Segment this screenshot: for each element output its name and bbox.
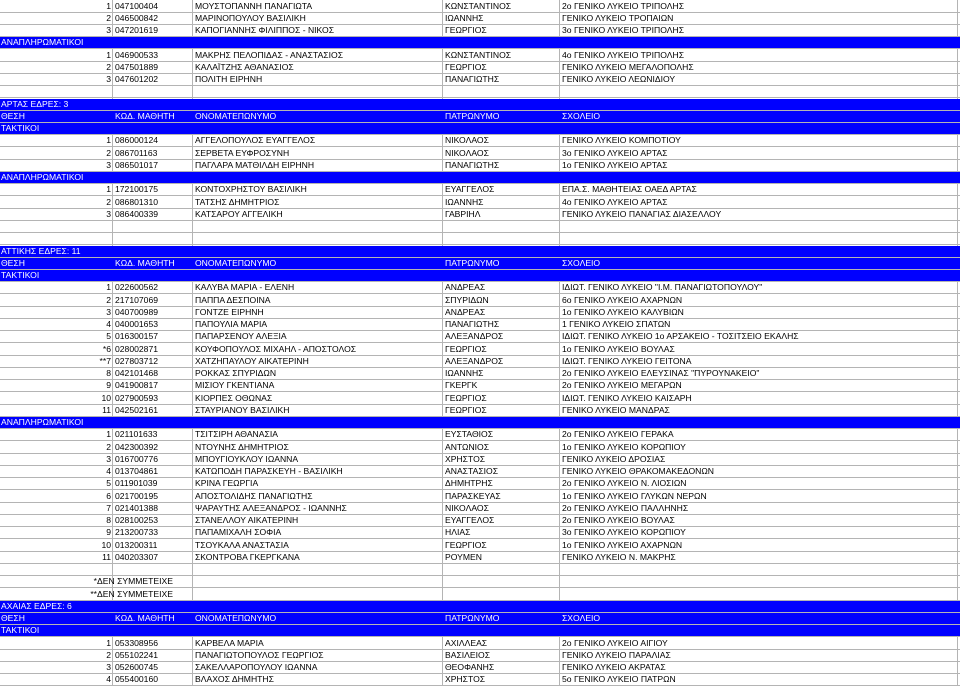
father-name-cell: ΓΕΩΡΓΙΟΣ (445, 404, 487, 415)
full-name-cell: ΣΚΟΝΤΡΟΒΑ ΓΚΕΡΓΚΑΝΑ (195, 551, 300, 562)
table-row (0, 552, 960, 564)
position-cell: 3 (106, 208, 111, 219)
full-name-cell: ΝΤΟΥΝΗΣ ΔΗΜΗΤΡΙΟΣ (195, 441, 289, 452)
student-code-cell: 040001653 (115, 319, 159, 329)
category-label: ΑΝΑΠΛΗΡΩΜΑΤΙΚΟΙ (1, 37, 84, 48)
student-code-cell: 011901039 (115, 478, 158, 489)
student-code-cell: 047201619 (115, 25, 159, 35)
full-name-cell: ΚΡΙΝΑ ΓΕΩΡΓΙΑ (195, 478, 259, 489)
full-name-cell: ΨΑΡΑΥΤΗΣ ΑΛΕΞΑΝΔΡΟΣ - ΙΩΑΝΝΗΣ (195, 502, 347, 513)
school-cell: ΓΕΝΙΚΟ ΛΥΚΕΙΟ Ν. ΜΑΚΡΗΣ (562, 551, 676, 562)
father-name-cell: ΑΝΤΩΝΙΟΣ (445, 441, 490, 452)
position-cell: *6 (102, 343, 111, 354)
region-heading-row (0, 246, 960, 258)
table-row (0, 527, 960, 539)
column-header-name: ΟΝΟΜΑΤΕΠΩΝΥΜΟ (195, 110, 277, 121)
category-label: ΤΑΚΤΙΚΟΙ (1, 625, 40, 636)
position-cell: 1 (106, 0, 111, 11)
category-label: ΤΑΚΤΙΚΟΙ (1, 270, 40, 280)
full-name-cell: ΡΟΚΚΑΣ ΣΠΥΡΙΔΩΝ (195, 368, 277, 378)
student-code-cell: 021401388 (115, 502, 159, 513)
school-cell: 2ο ΓΕΝΙΚΟ ΛΥΚΕΙΟ ΒΟΥΛΑΣ (562, 515, 675, 525)
full-name-cell: ΚΙΟΡΠΕΣ ΟΘΩΝΑΣ (195, 392, 273, 403)
father-name-cell: ΠΑΝΑΓΙΩΤΗΣ (445, 159, 500, 170)
school-cell: 2ο ΓΕΝΙΚΟ ΛΥΚΕΙΟ ΕΛΕΥΣΙΝΑΣ "ΠΥΡΟΥΝΑΚΕΙΟ" (562, 368, 760, 378)
table-row (0, 160, 960, 172)
school-cell: ΓΕΝΙΚΟ ΛΥΚΕΙΟ ΜΕΓΑΛΟΠΟΛΗΣ (562, 61, 694, 72)
position-cell: 3 (106, 306, 111, 317)
table-row (0, 674, 960, 686)
student-code-cell: 053308956 (115, 637, 159, 648)
student-code-cell: 027900593 (115, 392, 159, 403)
region-heading: ΑΡΤΑΣ ΕΔΡΕΣ: 3 (1, 98, 69, 109)
full-name-cell: ΤΑΤΣΗΣ ΔΗΜΗΤΡΙΟΣ (195, 196, 280, 207)
position-cell: 2 (106, 649, 111, 660)
category-label: ΑΝΑΠΛΗΡΩΜΑΤΙΚΟΙ (1, 417, 84, 427)
student-code-cell: 047100404 (115, 0, 159, 11)
category-label: ΤΑΚΤΙΚΟΙ (1, 123, 40, 133)
column-header-code: ΚΩΔ. ΜΑΘΗΤΗ (115, 110, 175, 121)
father-name-cell: ΓΕΩΡΓΙΟΣ (445, 343, 487, 354)
position-cell: 8 (106, 368, 111, 378)
full-name-cell: ΚΑΛΑΪΤΖΗΣ ΑΘΑΝΑΣΙΟΣ (195, 61, 294, 72)
father-name-cell: ΑΧΙΛΛΕΑΣ (445, 637, 488, 648)
father-name-cell: ΒΑΣΙΛΕΙΟΣ (445, 649, 491, 660)
category-label-row (0, 37, 960, 49)
school-cell: 2ο ΓΕΝΙΚΟ ΛΥΚΕΙΟ ΠΑΛΛΗΝΗΣ (562, 502, 689, 513)
table-row (0, 184, 960, 196)
school-cell: ΓΕΝΙΚΟ ΛΥΚΕΙΟ ΘΡΑΚΟΜΑΚΕΔΟΝΩΝ (562, 466, 714, 476)
position-cell: 4 (106, 319, 111, 329)
full-name-cell: ΚΑΤΣΑΡΟΥ ΑΓΓΕΛΙΚΗ (195, 208, 283, 219)
school-cell: 2ο ΓΕΝΙΚΟ ΛΥΚΕΙΟ Ν. ΛΙΟΣΙΩΝ (562, 478, 687, 489)
school-cell: 6ο ΓΕΝΙΚΟ ΛΥΚΕΙΟ ΑΧΑΡΝΩΝ (562, 294, 683, 305)
father-name-cell: ΝΙΚΟΛΑΟΣ (445, 147, 489, 158)
school-cell: 5ο ΓΕΝΙΚΟ ΛΥΚΕΙΟ ΠΑΤΡΩΝ (562, 674, 676, 685)
student-code-cell: 086400339 (115, 208, 159, 219)
father-name-cell: ΧΡΗΣΤΟΣ (445, 674, 486, 685)
position-cell: 9 (106, 380, 111, 391)
father-name-cell: ΙΩΑΝΝΗΣ (445, 12, 484, 23)
position-cell: 8 (106, 515, 111, 525)
school-cell: ΓΕΝΙΚΟ ΛΥΚΕΙΟ ΤΡΟΠΑΙΩΝ (562, 12, 674, 23)
school-cell: ΓΕΝΙΚΟ ΛΥΚΕΙΟ ΠΑΝΑΓΙΑΣ ΔΙΑΣΕΛΛΟΥ (562, 208, 722, 219)
student-code-cell: 016700776 (115, 453, 159, 464)
father-name-cell: ΓΑΒΡΙΗΛ (445, 208, 481, 219)
column-header-name: ΟΝΟΜΑΤΕΠΩΝΥΜΟ (195, 613, 277, 623)
full-name-cell: ΠΑΠΑΡΣΕΝΟΥ ΑΛΕΞΙΑ (195, 331, 287, 342)
column-header-row (0, 258, 960, 270)
full-name-cell: ΣΤΑΥΡΙΑΝΟΥ ΒΑΣΙΛΙΚΗ (195, 404, 290, 415)
table-row (0, 307, 960, 319)
table-row (0, 62, 960, 74)
column-header-position: ΘΕΣΗ (1, 613, 25, 623)
student-code-cell: 055102241 (115, 649, 159, 660)
position-cell: 3 (106, 453, 111, 464)
position-cell: 3 (106, 159, 111, 170)
school-cell: ΓΕΝΙΚΟ ΛΥΚΕΙΟ ΔΡΟΣΙΑΣ (562, 453, 666, 464)
full-name-cell: ΠΑΠΑΜΙΧΑΛΗ ΣΟΦΙΑ (195, 527, 282, 538)
father-name-cell: ΑΝΑΣΤΑΣΙΟΣ (445, 466, 499, 476)
column-header-code: ΚΩΔ. ΜΑΘΗΤΗ (115, 613, 175, 623)
category-label-row (0, 417, 960, 429)
full-name-cell: ΜΠΟΥΓΙΟΥΚΛΟΥ ΙΩΑΝΝΑ (195, 453, 299, 464)
position-cell: 1 (106, 637, 111, 648)
father-name-cell: ΔΗΜΗΤΡΗΣ (445, 478, 493, 489)
student-code-cell: 040203307 (115, 551, 159, 562)
region-heading-row (0, 601, 960, 613)
table-row (0, 50, 960, 62)
table-row (0, 13, 960, 25)
father-name-cell: ΓΕΩΡΓΙΟΣ (445, 61, 487, 72)
school-cell: 4ο ΓΕΝΙΚΟ ΛΥΚΕΙΟ ΑΡΤΑΣ (562, 196, 668, 207)
school-cell: ΓΕΝΙΚΟ ΛΥΚΕΙΟ ΠΑΡΑΛΙΑΣ (562, 649, 671, 660)
column-header-school: ΣΧΟΛΕΙΟ (562, 613, 601, 623)
full-name-cell: ΑΓΓΕΛΟΠΟΥΛΟΣ ΕΥΑΓΓΕΛΟΣ (195, 135, 316, 146)
empty-row (0, 233, 960, 245)
full-name-cell: ΚΑΤΩΠΟΔΗ ΠΑΡΑΣΚΕΥΗ - ΒΑΣΙΛΙΚΗ (195, 466, 343, 476)
student-code-cell: 213200733 (115, 527, 159, 538)
footnote: *ΔΕΝ ΣΥΜΜΕΤΕΙΧΕ (93, 576, 173, 587)
school-cell: 3ο ΓΕΝΙΚΟ ΛΥΚΕΙΟ ΑΡΤΑΣ (562, 147, 668, 158)
footnote-row (0, 589, 960, 601)
position-cell: 2 (106, 61, 111, 72)
category-label-row (0, 270, 960, 282)
student-code-cell: 021700195 (115, 490, 159, 501)
position-cell: 1 (106, 282, 111, 293)
position-cell: 2 (106, 441, 111, 452)
school-cell: 2ο ΓΕΝΙΚΟ ΛΥΚΕΙΟ ΓΕΡΑΚΑ (562, 429, 674, 440)
footnote-row (0, 576, 960, 588)
position-cell: 3 (106, 74, 111, 84)
school-cell: 1ο ΓΕΝΙΚΟ ΛΥΚΕΙΟ ΚΟΡΩΠΙΟΥ (562, 441, 686, 452)
table-row (0, 662, 960, 674)
position-cell: 9 (106, 527, 111, 538)
full-name-cell: ΒΛΑΧΟΣ ΔΗΜΗΤΗΣ (195, 674, 274, 685)
full-name-cell: ΚΑΛΥΒΑ ΜΑΡΙΑ - ΕΛΕΝΗ (195, 282, 295, 293)
father-name-cell: ΝΙΚΟΛΑΟΣ (445, 502, 489, 513)
category-label-row (0, 123, 960, 135)
student-code-cell: 047501889 (115, 61, 159, 72)
position-cell: 10 (101, 392, 111, 403)
empty-row (0, 564, 960, 576)
full-name-cell: ΠΑΠΠΑ ΔΕΣΠΟΙΝΑ (195, 294, 271, 305)
position-cell: 2 (106, 12, 111, 23)
footnote: **ΔΕΝ ΣΥΜΜΕΤΕΙΧΕ (90, 588, 173, 599)
table-row (0, 429, 960, 441)
student-code-cell: 042101468 (115, 368, 159, 378)
full-name-cell: ΧΑΤΖΗΠΑΥΛΟΥ ΑΙΚΑΤΕΡΙΝΗ (195, 355, 309, 366)
position-cell: 11 (102, 551, 111, 562)
table-row (0, 515, 960, 527)
column-header-row (0, 613, 960, 625)
column-header-father: ΠΑΤΡΩΝΥΜΟ (445, 110, 500, 121)
school-cell: 1ο ΓΕΝΙΚΟ ΛΥΚΕΙΟ ΑΧΑΡΝΩΝ (562, 539, 683, 550)
position-cell: 6 (106, 490, 111, 501)
position-cell: **7 (99, 355, 111, 366)
full-name-cell: ΓΟΝΤΖΕ ΕΙΡΗΝΗ (195, 306, 264, 317)
region-heading: ΑΧΑΙΑΣ ΕΔΡΕΣ: 6 (1, 600, 72, 611)
school-cell: 3ο ΓΕΝΙΚΟ ΛΥΚΕΙΟ ΚΟΡΩΠΙΟΥ (562, 527, 686, 538)
column-header-school: ΣΧΟΛΕΙΟ (562, 110, 601, 121)
table-row (0, 282, 960, 294)
father-name-cell: ΠΑΝΑΓΙΩΤΗΣ (445, 319, 500, 329)
table-row (0, 405, 960, 417)
student-code-cell: 016300157 (115, 331, 159, 342)
full-name-cell: ΜΑΡΙΝΟΠΟΥΛΟΥ ΒΑΣΙΛΙΚΗ (195, 12, 306, 23)
table-row (0, 454, 960, 466)
position-cell: 2 (106, 196, 111, 207)
father-name-cell: ΘΕΟΦΑΝΗΣ (445, 662, 495, 672)
table-row (0, 638, 960, 650)
table-row (0, 344, 960, 356)
father-name-cell: ΙΩΑΝΝΗΣ (445, 196, 484, 207)
table-row (0, 540, 960, 552)
student-code-cell: 027803712 (115, 355, 159, 366)
table-row (0, 25, 960, 37)
full-name-cell: ΣΑΚΕΛΛΑΡΟΠΟΥΛΟΥ ΙΩΑΝΝΑ (195, 662, 318, 672)
full-name-cell: ΑΠΟΣΤΟΛΙΔΗΣ ΠΑΝΑΓΙΩΤΗΣ (195, 490, 313, 501)
school-cell: ΓΕΝΙΚΟ ΛΥΚΕΙΟ ΛΕΩΝΙΔΙΟΥ (562, 74, 676, 84)
table-row (0, 148, 960, 160)
table-row (0, 209, 960, 221)
father-name-cell: ΓΕΩΡΓΙΟΣ (445, 392, 487, 403)
father-name-cell: ΑΝΔΡΕΑΣ (445, 282, 486, 293)
position-cell: 2 (106, 294, 111, 305)
student-code-cell: 022600562 (115, 282, 159, 293)
school-cell: 1ο ΓΕΝΙΚΟ ΛΥΚΕΙΟ ΒΟΥΛΑΣ (562, 343, 675, 354)
column-header-father: ΠΑΤΡΩΝΥΜΟ (445, 257, 500, 268)
father-name-cell: ΓΚΕΡΓΚ (445, 380, 478, 391)
table-row (0, 74, 960, 86)
position-cell: 4 (106, 674, 111, 685)
position-cell: 1 (106, 429, 111, 440)
table-row (0, 380, 960, 392)
father-name-cell: ΑΝΔΡΕΑΣ (445, 306, 486, 317)
table-row (0, 319, 960, 331)
student-code-cell: 042300392 (115, 441, 159, 452)
father-name-cell: ΑΛΕΞΑΝΔΡΟΣ (445, 331, 504, 342)
column-header-code: ΚΩΔ. ΜΑΘΗΤΗ (115, 257, 175, 268)
table-row (0, 491, 960, 503)
student-code-cell: 013200311 (115, 539, 158, 550)
full-name-cell: ΤΣΟΥΚΑΛΑ ΑΝΑΣΤΑΣΙΑ (195, 539, 289, 550)
table-row (0, 197, 960, 209)
student-code-cell: 086801310 (115, 196, 159, 207)
student-code-cell: 013704861 (115, 466, 159, 476)
column-header-father: ΠΑΤΡΩΝΥΜΟ (445, 613, 500, 623)
category-label-row (0, 625, 960, 637)
table-row (0, 650, 960, 662)
student-code-cell: 040700989 (115, 306, 159, 317)
school-cell: ΓΕΝΙΚΟ ΛΥΚΕΙΟ ΚΟΜΠΟΤΙΟΥ (562, 135, 681, 146)
full-name-cell: ΤΣΙΤΣΙΡΗ ΑΘΑΝΑΣΙΑ (195, 429, 278, 440)
position-cell: 1 (106, 184, 111, 195)
student-code-cell: 217107069 (115, 294, 159, 305)
table-row (0, 135, 960, 147)
column-header-school: ΣΧΟΛΕΙΟ (562, 257, 601, 268)
student-code-cell: 172100175 (115, 184, 159, 195)
position-cell: 10 (101, 539, 111, 550)
student-code-cell: 052600745 (115, 662, 159, 672)
region-heading: ΑΤΤΙΚΗΣ ΕΔΡΕΣ: 11 (1, 245, 81, 256)
table-row (0, 503, 960, 515)
empty-row (0, 86, 960, 98)
table-row (0, 478, 960, 490)
student-code-cell: 021101633 (115, 429, 158, 440)
table-row (0, 356, 960, 368)
father-name-cell: ΝΙΚΟΛΑΟΣ (445, 135, 489, 146)
column-header-position: ΘΕΣΗ (1, 110, 25, 121)
school-cell: 2ο ΓΕΝΙΚΟ ΛΥΚΕΙΟ ΤΡΙΠΟΛΗΣ (562, 0, 685, 11)
school-cell: ΙΔΙΩΤ. ΓΕΝΙΚΟ ΛΥΚΕΙΟ ΓΕΙΤΟΝΑ (562, 355, 692, 366)
student-code-cell: 028002871 (115, 343, 159, 354)
student-code-cell: 046900533 (115, 49, 159, 60)
school-cell: ΓΕΝΙΚΟ ΛΥΚΕΙΟ ΜΑΝΔΡΑΣ (562, 404, 670, 415)
school-cell: 1ο ΓΕΝΙΚΟ ΛΥΚΕΙΟ ΓΛΥΚΩΝ ΝΕΡΩΝ (562, 490, 707, 501)
column-header-name: ΟΝΟΜΑΤΕΠΩΝΥΜΟ (195, 257, 277, 268)
full-name-cell: ΜΑΚΡΗΣ ΠΕΛΟΠΙΔΑΣ - ΑΝΑΣΤΑΣΙΟΣ (195, 49, 344, 60)
full-name-cell: ΠΑΓΛΑΡΑ ΜΑΤΘΙΛΔΗ ΕΙΡΗΝΗ (195, 159, 315, 170)
full-name-cell: ΣΤΑΝΕΛΛΟΥ ΑΙΚΑΤΕΡΙΝΗ (195, 515, 299, 525)
table-row (0, 295, 960, 307)
region-heading-row (0, 99, 960, 111)
column-header-row (0, 111, 960, 123)
full-name-cell: ΠΟΛΙΤΗ ΕΙΡΗΝΗ (195, 74, 263, 84)
student-code-cell: 041900817 (115, 380, 159, 391)
column-header-position: ΘΕΣΗ (1, 257, 25, 268)
father-name-cell: ΕΥΣΤΑΘΙΟΣ (445, 429, 494, 440)
school-cell: 1ο ΓΕΝΙΚΟ ΛΥΚΕΙΟ ΚΑΛΥΒΙΩΝ (562, 306, 684, 317)
father-name-cell: ΕΥΑΓΓΕΛΟΣ (445, 184, 495, 195)
student-code-cell: 055400160 (115, 674, 159, 685)
position-cell: 3 (106, 25, 111, 35)
position-cell: 11 (102, 404, 111, 415)
category-label: ΑΝΑΠΛΗΡΩΜΑΤΙΚΟΙ (1, 172, 84, 182)
full-name-cell: ΠΑΝΑΓΙΩΤΟΠΟΥΛΟΣ ΓΕΩΡΓΙΟΣ (195, 649, 324, 660)
father-name-cell: ΣΠΥΡΙΔΩΝ (445, 294, 489, 305)
father-name-cell: ΧΡΗΣΤΟΣ (445, 453, 486, 464)
student-code-cell: 046500842 (115, 12, 159, 23)
table-row (0, 331, 960, 343)
father-name-cell: ΗΛΙΑΣ (445, 527, 471, 538)
category-label-row (0, 172, 960, 184)
school-cell: ΓΕΝΙΚΟ ΛΥΚΕΙΟ ΑΚΡΑΤΑΣ (562, 662, 666, 672)
father-name-cell: ΠΑΝΑΓΙΩΤΗΣ (445, 74, 500, 84)
father-name-cell: ΕΥΑΓΓΕΛΟΣ (445, 515, 495, 525)
student-code-cell: 086501017 (115, 159, 159, 170)
full-name-cell: ΚΟΝΤΟΧΡΗΣΤΟΥ ΒΑΣΙΛΙΚΗ (195, 184, 307, 195)
position-cell: 5 (106, 331, 111, 342)
father-name-cell: ΠΑΡΑΣΚΕΥΑΣ (445, 490, 501, 501)
position-cell: 5 (106, 478, 111, 489)
full-name-cell: ΜΙΣΙΟΥ ΓΚΕΝΤΙΑΝΑ (195, 380, 275, 391)
father-name-cell: ΓΕΩΡΓΙΟΣ (445, 25, 487, 35)
school-cell: 4ο ΓΕΝΙΚΟ ΛΥΚΕΙΟ ΤΡΙΠΟΛΗΣ (562, 49, 685, 60)
full-name-cell: ΚΑΠΟΓΙΑΝΝΗΣ ΦΙΛΙΠΠΟΣ - ΝΙΚΟΣ (195, 25, 335, 35)
school-cell: 2ο ΓΕΝΙΚΟ ΛΥΚΕΙΟ ΜΕΓΑΡΩΝ (562, 380, 682, 391)
empty-row (0, 221, 960, 233)
school-cell: ΙΔΙΩΤ. ΓΕΝΙΚΟ ΛΥΚΕΙΟ "Ι.Μ. ΠΑΝΑΓΙΩΤΟΠΟΥΛΟΥ" (562, 282, 763, 293)
student-code-cell: 086701163 (115, 147, 158, 158)
student-code-cell: 086000124 (115, 135, 159, 146)
father-name-cell: ΚΩΝΣΤΑΝΤΙΝΟΣ (445, 49, 512, 60)
father-name-cell: ΓΕΩΡΓΙΟΣ (445, 539, 487, 550)
full-name-cell: ΜΟΥΣΤΟΠΑΝΝΗ ΠΑΝΑΓΙΩΤΑ (195, 0, 313, 11)
full-name-cell: ΠΑΠΟΥΛΙΑ ΜΑΡΙΑ (195, 319, 268, 329)
position-cell: 1 (106, 49, 111, 60)
school-cell: 1ο ΓΕΝΙΚΟ ΛΥΚΕΙΟ ΑΡΤΑΣ (562, 159, 668, 170)
school-cell: 3ο ΓΕΝΙΚΟ ΛΥΚΕΙΟ ΤΡΙΠΟΛΗΣ (562, 25, 685, 35)
position-cell: 7 (106, 502, 111, 513)
school-cell: ΙΔΙΩΤ. ΓΕΝΙΚΟ ΛΥΚΕΙΟ 1ο ΑΡΣΑΚΕΙΟ - ΤΟΣΙΤΣΕΙΟ ΕΚΑΛΗΣ (562, 331, 799, 342)
school-cell: ΕΠΑ.Σ. ΜΑΘΗΤΕΙΑΣ ΟΑΕΔ ΑΡΤΑΣ (562, 184, 697, 195)
school-cell: 2ο ΓΕΝΙΚΟ ΛΥΚΕΙΟ ΑΙΓΙΟΥ (562, 637, 668, 648)
full-name-cell: ΚΟΥΦΟΠΟΥΛΟΣ ΜΙΧΑΗΛ - ΑΠΟΣΤΟΛΟΣ (195, 343, 357, 354)
school-cell: ΙΔΙΩΤ. ΓΕΝΙΚΟ ΛΥΚΕΙΟ ΚΑΙΣΑΡΗ (562, 392, 692, 403)
position-cell: 4 (106, 466, 111, 476)
position-cell: 1 (106, 135, 111, 146)
father-name-cell: ΙΩΑΝΝΗΣ (445, 368, 484, 378)
student-code-cell: 042502161 (115, 404, 159, 415)
father-name-cell: ΑΛΕΞΑΝΔΡΟΣ (445, 355, 504, 366)
full-name-cell: ΣΕΡΒΕΤΑ ΕΥΦΡΟΣΥΝΗ (195, 147, 290, 158)
table-row (0, 466, 960, 478)
table-row (0, 393, 960, 405)
student-code-cell: 047601202 (115, 74, 159, 84)
father-name-cell: ΡΟΥΜΕΝ (445, 551, 482, 562)
father-name-cell: ΚΩΝΣΤΑΝΤΙΝΟΣ (445, 0, 512, 11)
table-row (0, 368, 960, 380)
position-cell: 3 (106, 662, 111, 672)
school-cell: 1 ΓΕΝΙΚΟ ΛΥΚΕΙΟ ΣΠΑΤΩΝ (562, 319, 671, 329)
full-name-cell: ΚΑΡΒΕΛΑ ΜΑΡΙΑ (195, 637, 264, 648)
table-row (0, 1, 960, 13)
student-code-cell: 028100253 (115, 515, 159, 525)
position-cell: 2 (106, 147, 111, 158)
table-row (0, 442, 960, 454)
